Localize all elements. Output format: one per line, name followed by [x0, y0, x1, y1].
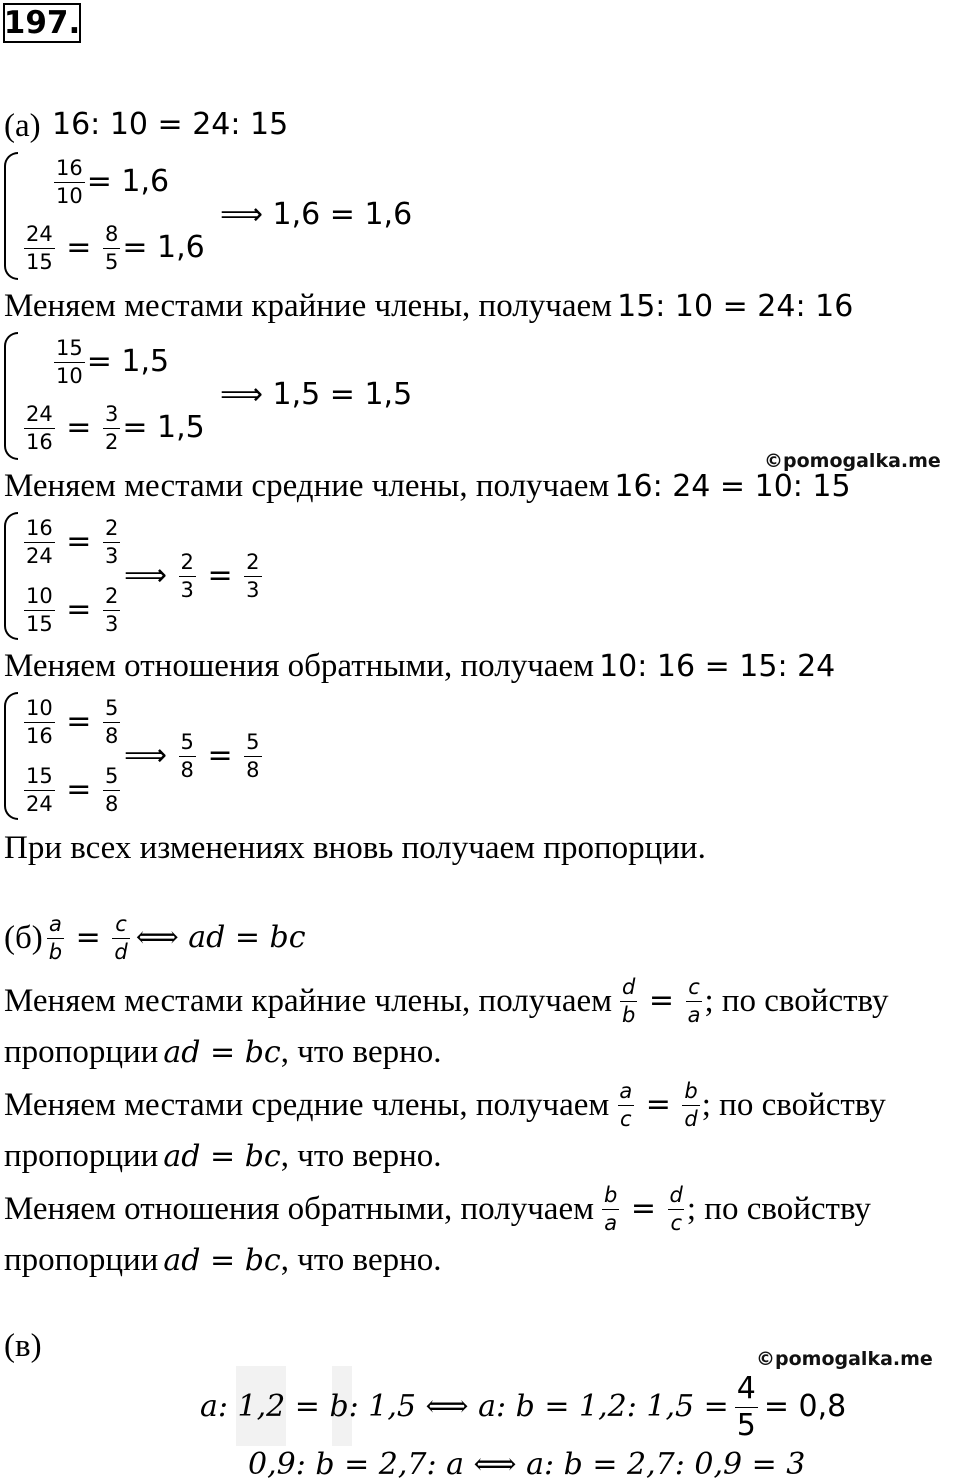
part-b-header: (б) $\frac{a}{b}$ = $\frac{c}{d}$ ⟺ ad = bc — [4, 911, 306, 964]
system3-row1: $\frac{16}{24}$ = $\frac{2}{3}$ — [26, 515, 119, 568]
conclusion-text: При всех изменениях вновь получаем пропорции. — [4, 830, 706, 866]
part-v-equation1: a: 1,2 = b: 1,5 ⟺ a: b = 1,2: 1,5 = $\frac{4}{5}$ = 0,8 — [200, 1370, 847, 1443]
system1-row1: $\frac{16}{10}$ = 1,6 — [56, 155, 170, 208]
system-brace — [4, 512, 18, 640]
system1-row2: $\frac{24}{15}$ = $\frac{8}{5}$ = 1,6 — [26, 221, 205, 274]
part-v-label: (в) — [4, 1328, 42, 1364]
part-a-label: (а) — [4, 108, 41, 144]
text-line: Меняем местами средние члены, получаем 16: 24 = 10: 15 — [4, 468, 851, 504]
system-brace — [4, 152, 18, 280]
system2-result: ⟹ 1,5 = 1,5 — [220, 377, 413, 412]
text-line: Меняем отношения обратными, получаем $\frac{b}{a}$ = $\frac{d}{c}$ ; по свойству — [4, 1182, 871, 1235]
system4-result: ⟹ $\frac{5}{8}$ = $\frac{5}{8}$ — [124, 729, 260, 782]
fraction: $\frac{16}{10}$ — [56, 155, 83, 208]
system1-result: ⟹ 1,6 = 1,6 — [220, 197, 413, 232]
text-line: пропорции ad = bc, что верно. — [4, 1242, 442, 1278]
system4-row2: $\frac{15}{24}$ = $\frac{5}{8}$ — [26, 763, 119, 816]
system-brace — [4, 692, 18, 820]
text-line: Меняем отношения обратными, получаем 10: 16 = 15: 24 — [4, 648, 836, 684]
part-a-proportion: 16: 10 = 24: 15 — [52, 107, 289, 142]
text-line: Меняем местами крайние члены, получаем 15: 10 = 24: 16 — [4, 288, 854, 324]
text-line: пропорции ad = bc, что верно. — [4, 1034, 442, 1070]
fraction: $\frac{24}{15}$ — [26, 221, 53, 274]
text-line: Меняем местами средние члены, получаем $\frac{a}{c}$ = $\frac{b}{d}$ ; по свойству — [4, 1078, 886, 1131]
watermark: ©pomogalka.me — [756, 1348, 933, 1370]
text-line: Меняем местами крайние члены, получаем $\frac{d}{b}$ = $\frac{c}{a}$ ; по свойству — [4, 974, 889, 1027]
text-line: пропорции ad = bc, что верно. — [4, 1138, 442, 1174]
part-v-equation2: 0,9: b = 2,7: a ⟺ a: b = 2,7: 0,9 = 3 — [248, 1447, 806, 1482]
fraction: $\frac{8}{5}$ — [104, 221, 119, 274]
system3-row2: $\frac{10}{15}$ = $\frac{2}{3}$ — [26, 583, 119, 636]
task-number: 197. — [3, 5, 81, 41]
watermark: ©pomogalka.me — [764, 450, 941, 472]
system4-row1: $\frac{10}{16}$ = $\frac{5}{8}$ — [26, 695, 119, 748]
system-brace — [4, 332, 18, 460]
system3-result: ⟹ $\frac{2}{3}$ = $\frac{2}{3}$ — [124, 549, 260, 602]
system2-row2: $\frac{24}{16}$ = $\frac{3}{2}$ = 1,5 — [26, 401, 205, 454]
system2-row1: $\frac{15}{10}$ = 1,5 — [56, 335, 170, 388]
